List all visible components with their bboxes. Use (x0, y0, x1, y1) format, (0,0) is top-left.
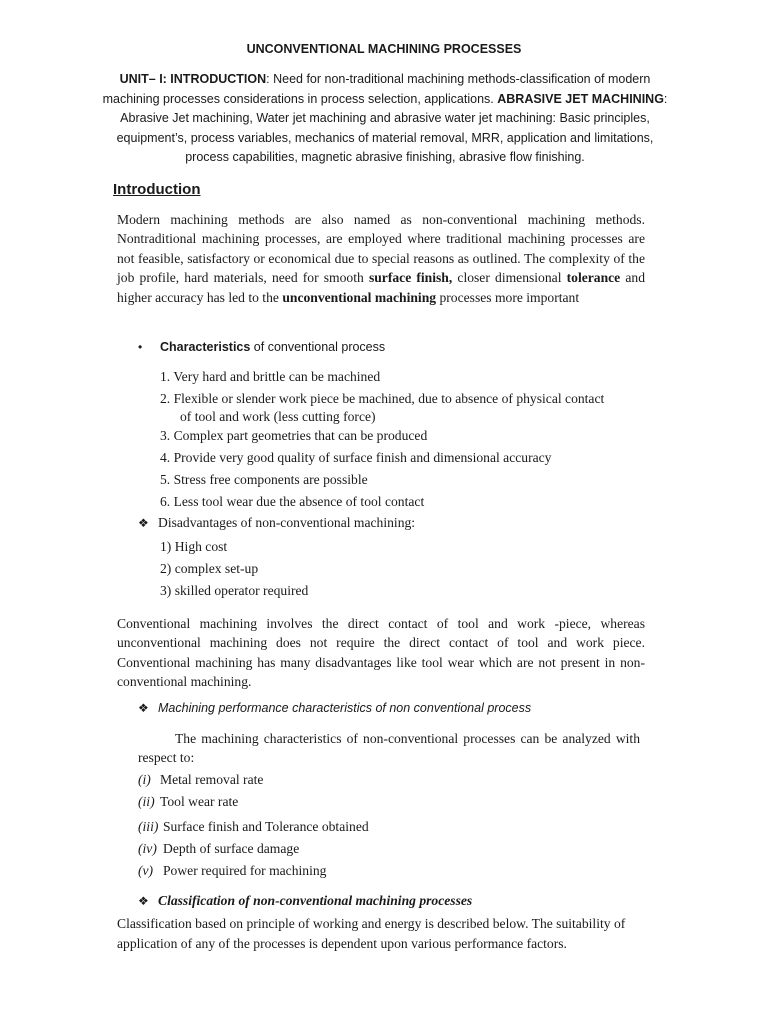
bullet-icon: • (138, 340, 143, 354)
list-item (138, 861, 369, 883)
unit-text-2: : Abrasive Jet machining, Water jet machining and abrasive water jet machining: Basic principles, equipment’s, process variables, mechanics of material removal, MRR, application and limitations, process capabilities, magnetic abrasive finishing, abrasive flow finishing. (116, 91, 668, 164)
performance-list (138, 770, 369, 883)
list-number: (iv) (138, 841, 157, 856)
unit-label: UNIT– I: INTRODUCTION (119, 72, 267, 86)
intro-bold-2: tolerance (566, 270, 621, 286)
introduction-paragraph (117, 210, 645, 307)
list-item (138, 770, 369, 792)
list-text: Tool wear rate (160, 794, 239, 809)
list-item: 5. Stress free components are possible (160, 472, 368, 487)
classification-paragraph: Classification based on principle of working and energy is described below. The suitability of application of any of the processes is dependent upon various performance factors. (117, 916, 626, 951)
characteristics-label-rest: of conventional process (250, 340, 386, 354)
list-item (138, 792, 369, 817)
list-item: 1) High cost (160, 539, 228, 554)
unit-syllabus (100, 70, 670, 168)
characteristics-heading (138, 340, 385, 354)
list-text: Depth of surface damage (163, 841, 300, 856)
diamond-bullet-icon: ❖ (138, 516, 149, 530)
intro-bold-3: unconventional machining (282, 289, 437, 305)
disadvantages-list (160, 537, 308, 603)
ajm-label: ABRASIVE JET MACHINING (497, 91, 664, 106)
list-number: (ii) (138, 794, 155, 809)
conventional-paragraph: Conventional machining involves the direct contact of tool and work -piece, whereas unconventional machining does not require the direct contact of tool and work piece. Conventional machining has many disadvantages like tool wear which are not present in non- conventional machining. (117, 616, 645, 690)
list-text: Power required for machining (163, 863, 327, 878)
intro-text-2: closer dimensional (452, 270, 567, 286)
list-item-continuation: of tool and work (less cutting force) (180, 409, 376, 424)
list-item: 1. Very hard and brittle can be machined (160, 369, 381, 384)
diamond-bullet-icon: ❖ (138, 894, 149, 908)
list-item: 2) complex set-up (160, 561, 259, 576)
list-item: 3. Complex part geometries that can be produced (160, 428, 428, 443)
list-item: 6. Less tool wear due the absence of tool contact (160, 494, 425, 509)
unit-text-1: Need for non-traditional machining methods-classification of modern machining processes considerations in process selection, applications. (102, 72, 651, 106)
classification-heading-text: Classification of non-conventional machining processes (158, 893, 473, 908)
characteristics-label-bold: Characteristics (160, 340, 251, 354)
list-number: (v) (138, 863, 154, 878)
characteristics-list (160, 367, 604, 514)
performance-intro: The machining characteristics of non-conventional processes can be analyzed with respect to: (138, 731, 640, 765)
disadvantages-heading (138, 515, 415, 531)
list-item: 3) skilled operator required (160, 583, 309, 598)
disadvantages-heading-text: Disadvantages of non-conventional machining: (158, 515, 416, 530)
list-text: Surface finish and Tolerance obtained (163, 819, 369, 834)
diamond-bullet-icon: ❖ (138, 701, 149, 715)
introduction-heading: Introduction (113, 181, 201, 198)
list-item: 4. Provide very good quality of surface finish and dimensional accuracy (160, 450, 552, 465)
intro-text-3: and higher accuracy has led to the (117, 270, 645, 305)
list-number: (i) (138, 772, 151, 787)
performance-heading (138, 701, 531, 715)
performance-heading-text: Machining performance characteristics of non conventional process (158, 701, 532, 715)
list-text: Metal removal rate (160, 772, 264, 787)
classification-heading (138, 893, 472, 909)
list-item (138, 839, 369, 861)
intro-bold-1: surface finish, (368, 270, 453, 286)
intro-text-4: processes more important (436, 289, 580, 305)
list-item: 2. Flexible or slender work piece be machined, due to absence of physical contact (160, 391, 605, 406)
list-item (138, 817, 369, 839)
list-number: (iii) (138, 819, 159, 834)
intro-text-1: Modern machining methods are also named as non-conventional machining methods. Nontraditional machining processes, are employed where traditional machining processes are not feasible, satisfactory or economical due to special reasons as outlined. The complexity of the job profile, hard materials, need for smooth (117, 212, 645, 286)
page-title: UNCONVENTIONAL MACHINING PROCESSES (246, 42, 522, 56)
unit-colon: : (266, 72, 270, 86)
